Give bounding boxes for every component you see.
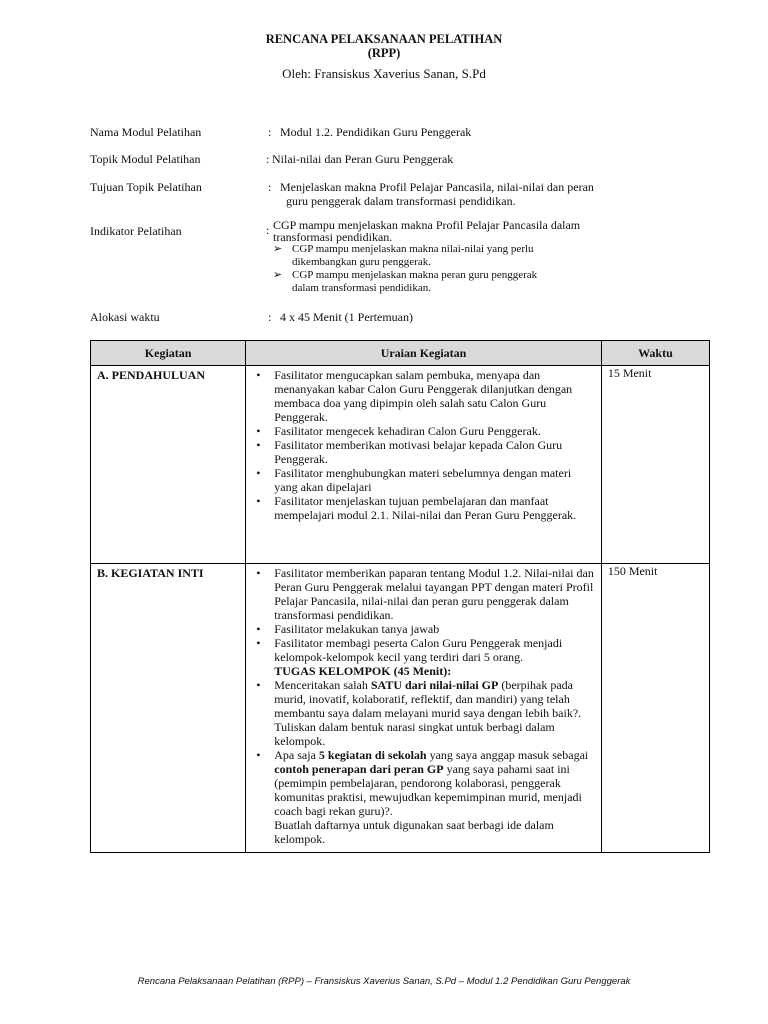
modul-label: Nama Modul Pelatihan [90,125,202,139]
colon: : [268,125,272,139]
indikator-label: Indikator Pelatihan [90,224,182,238]
uraian-pendahuluan [246,366,602,564]
indikator-sub-item [273,269,683,295]
kegiatan-inti: B. KEGIATAN INTI [91,564,246,853]
task2-note: Buatlah daftarnya untuk digunakan saat berbagi ide dalam kelompok. [274,818,554,846]
modul-value: Modul 1.2. Pendidikan Guru Penggerak [280,125,472,139]
table-row-pendahuluan [91,366,710,564]
tujuan-value-line1: Menjelaskan makna Profil Pelajar Pancasila, nilai-nilai dan peran [280,180,594,194]
header-waktu: Waktu [601,341,709,366]
arrow-icon: ➢ [273,243,283,255]
colon: : [266,152,270,166]
tugas-list [252,678,595,846]
inti-list [252,566,595,664]
tujuan-value-line2: guru penggerak dalam transformasi pendidikan. [286,194,516,208]
kegiatan-pendahuluan: A. PENDAHULUAN [91,366,246,564]
header-uraian: Uraian Kegiatan [246,341,602,366]
colon: : [266,223,270,237]
page-footer: Rencana Pelaksanaan Pelatihan (RPP) – Fransiskus Xaverius Sanan, S.Pd – Modul 1.2 Pendidikan Guru Penggerak [137,976,631,987]
list-item: • Fasilitator menghubungkan materi sebelumnya dengan materi yang akan dipelajari [256,466,572,494]
arrow-icon: ➢ [273,269,283,281]
list-item: • Menceritakan salah SATU dari nilai-nilai GP (berpihak pada murid, inovatif, kolaboratif, reflektif, dan mandiri) yang telah membantu saya dalam melayani murid saya dengan lebih baik?. Tuliskan dalam bentuk narasi singkat untuk berbagi dalam kelompok. [252,678,595,748]
topik-label: Topik Modul Pelatihan [90,152,201,166]
indikator-sub1-line2: dikembangkan guru penggerak. [292,256,431,268]
list-item: • Fasilitator memberikan paparan tentang Modul 1.2. Nilai-nilai dan Peran Guru Penggerak melalui tayangan PPT dengan materi Profil Pelajar Pancasila, nilai-nilai dan peran guru penggerak dalam transformasi pendidikan. [256,566,594,622]
table-row-inti [91,564,710,853]
waktu-inti: 150 Menit [601,564,709,853]
document-title: RENCANA PELAKSANAAN PELATIHAN [265,32,503,46]
tujuan-value [280,180,690,208]
task1-note: Tuliskan dalam bentuk narasi singkat untuk berbagi dalam kelompok. [274,720,555,748]
indikator-value-line1: CGP mampu menjelaskan makna Profil Pelajar Pancasila dalam [273,218,581,232]
kegiatan-table [90,340,710,853]
colon: : [268,180,272,194]
tugas-kelompok-heading: TUGAS KELOMPOK (45 Menit): [274,664,452,678]
table-header-row [91,341,710,366]
list-item: • Fasilitator melakukan tanya jawab [256,622,440,636]
indikator-sub2-line1: CGP mampu menjelaskan makna peran guru penggerak [292,269,538,281]
topik-value: Nilai-nilai dan Peran Guru Penggerak [272,152,454,166]
list-item: • Apa saja 5 kegiatan di sekolah yang saya anggap masuk sebagai contoh penerapan dari peran GP yang saya pahami saat ini (pemimpin pembelajaran, pendorong kolaborasi, penggerak komunitas praktisi, mewujudkan kepemimpinan murid, menjadi coach bagi rekan guru)?. Buatlah daftarnya untuk digunakan saat berbagi ide dalam kelompok. [252,748,595,846]
alokasi-value: 4 x 45 Menit (1 Pertemuan) [280,310,413,324]
header-kegiatan: Kegiatan [91,341,246,366]
waktu-pendahuluan: 15 Menit [601,366,709,564]
document-author: Oleh: Fransiskus Xaverius Sanan, S.Pd [282,66,486,81]
indikator-sub1-line1: CGP mampu menjelaskan makna nilai-nilai yang perlu [292,243,534,255]
indikator-value [273,219,683,295]
colon: : [268,310,272,324]
pendahuluan-list [252,368,595,522]
list-item: • Fasilitator mengucapkan salam pembuka, menyapa dan menanyakan kabar Calon Guru Penggerak dilanjutkan dengan membaca doa yang dipimpin oleh salah satu Calon Guru Penggerak. [256,368,573,424]
tujuan-label: Tujuan Topik Pelatihan [90,180,202,194]
list-item: • Fasilitator membagi peserta Calon Guru Penggerak menjadi kelompok-kelompok kecil yang terdiri dari 5 orang. [256,636,563,664]
indikator-sub2-line2: dalam transformasi pendidikan. [292,282,431,294]
list-item: • Fasilitator menjelaskan tujuan pembelajaran dan manfaat mempelajari modul 2.1. Nilai-nilai dan Peran Guru Penggerak. [256,494,577,522]
list-item: • Fasilitator memberikan motivasi belajar kepada Calon Guru Penggerak. [256,438,563,466]
alokasi-label: Alokasi waktu [90,310,160,324]
list-item: • Fasilitator mengecek kehadiran Calon Guru Penggerak. [256,424,541,438]
indikator-sub-item [273,243,683,269]
indikator-value-line2: transformasi pendidikan. [273,230,393,244]
uraian-inti [246,564,602,853]
document-subtitle: (RPP) [367,46,401,60]
